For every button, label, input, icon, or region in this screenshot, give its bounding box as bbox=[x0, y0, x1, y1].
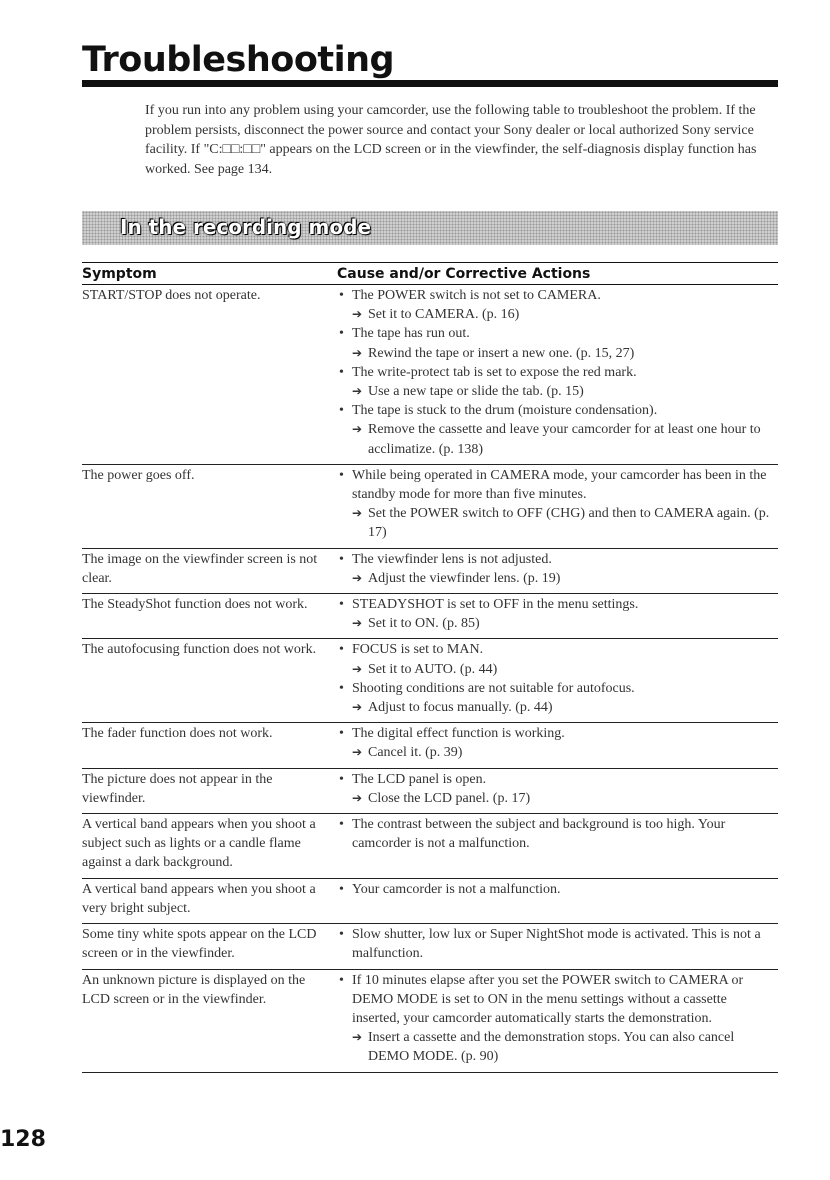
intro-paragraph: If you run into any problem using your camcorder, use the following table to troubleshoot the problem. If the problem persists, disconnect the power source and contact your Sony dealer or local authorized Sony service facility. If "C:□□:□□" appears on the LCD screen or in the viewfinder, the self-diagnosis display function has worked. See page 134. bbox=[145, 103, 757, 177]
bullet-dot: • bbox=[339, 403, 344, 419]
bullet-dot: • bbox=[339, 771, 344, 787]
cause-item bbox=[337, 815, 778, 853]
cause-item bbox=[337, 466, 778, 504]
cause-cell bbox=[337, 595, 778, 633]
cause-text: The tape is stuck to the drum (moisture condensation). bbox=[352, 403, 658, 419]
arrow-right-icon: ➔ bbox=[352, 506, 363, 521]
cause-text: STEADYSHOT is set to OFF in the menu settings. bbox=[352, 597, 639, 613]
cause-item bbox=[337, 724, 778, 743]
cause-item bbox=[337, 363, 778, 382]
cause-item bbox=[337, 550, 778, 569]
cause-cell bbox=[337, 971, 778, 1067]
corrective-action bbox=[337, 660, 778, 679]
page-title: Troubleshooting bbox=[82, 40, 395, 80]
symptom-cell: A vertical band appears when you shoot a very bright subject. bbox=[82, 881, 316, 916]
title-rule bbox=[82, 80, 778, 87]
symptom-cell: START/STOP does not operate. bbox=[82, 288, 261, 303]
action-text: Use a new tape or slide the tab. (p. 15) bbox=[368, 384, 584, 400]
cause-text: The LCD panel is open. bbox=[352, 771, 487, 787]
corrective-action bbox=[337, 305, 778, 324]
symptom-cell: An unknown picture is displayed on the LCD screen or in the viewfinder. bbox=[82, 972, 306, 1007]
cause-cell bbox=[337, 770, 778, 808]
table-row bbox=[82, 879, 778, 924]
corrective-action bbox=[337, 698, 778, 717]
bullet-dot: • bbox=[339, 326, 344, 342]
bullet-dot: • bbox=[339, 881, 344, 897]
action-text: Close the LCD panel. (p. 17) bbox=[368, 790, 531, 806]
table-row bbox=[82, 723, 778, 768]
bullet-dot: • bbox=[339, 597, 344, 613]
cause-text: Your camcorder is not a malfunction. bbox=[352, 881, 561, 897]
corrective-action bbox=[337, 1028, 778, 1066]
cause-item bbox=[337, 925, 778, 963]
header-cause: Cause and/or Corrective Actions bbox=[337, 265, 591, 282]
corrective-action bbox=[337, 420, 778, 458]
bullet-dot: • bbox=[339, 927, 344, 943]
bullet-dot: • bbox=[339, 972, 344, 988]
bullet-dot: • bbox=[339, 726, 344, 742]
arrow-right-icon: ➔ bbox=[352, 422, 363, 437]
symptom-cell: A vertical band appears when you shoot a subject such as lights or a candle flame against a dark background. bbox=[82, 817, 316, 871]
table-row bbox=[82, 285, 778, 465]
corrective-action bbox=[337, 789, 778, 808]
cause-item bbox=[337, 679, 778, 698]
cause-cell bbox=[337, 925, 778, 963]
action-text: Set the POWER switch to OFF (CHG) and then to CAMERA again. (p. 17) bbox=[368, 506, 770, 541]
symptom-cell: The power goes off. bbox=[82, 467, 195, 483]
table-row bbox=[82, 814, 778, 879]
cause-text: Shooting conditions are not suitable for autofocus. bbox=[352, 680, 635, 696]
bullet-dot: • bbox=[339, 642, 344, 658]
arrow-right-icon: ➔ bbox=[352, 790, 363, 805]
cause-item bbox=[337, 770, 778, 789]
corrective-action bbox=[337, 344, 778, 363]
cause-text: Slow shutter, low lux or Super NightShot mode is activated. This is not a malfunction. bbox=[352, 927, 761, 962]
table-row bbox=[82, 594, 778, 639]
cause-cell bbox=[337, 286, 778, 459]
action-text: Rewind the tape or insert a new one. (p. 15, 27) bbox=[368, 345, 635, 361]
cause-cell bbox=[337, 880, 778, 918]
cause-item bbox=[337, 640, 778, 659]
cause-cell bbox=[337, 550, 778, 588]
cause-text: The digital effect function is working. bbox=[352, 726, 565, 742]
cause-text: The contrast between the subject and background is too high. Your camcorder is not a malfunction. bbox=[352, 817, 726, 852]
action-text: Set it to AUTO. (p. 44) bbox=[368, 661, 498, 677]
cause-text: FOCUS is set to MAN. bbox=[352, 642, 484, 658]
action-text: Remove the cassette and leave your camcorder for at least one hour to acclimatize. (p. 138) bbox=[368, 422, 761, 457]
arrow-right-icon: ➔ bbox=[352, 570, 363, 585]
arrow-right-icon: ➔ bbox=[352, 745, 363, 760]
action-text: Adjust to focus manually. (p. 44) bbox=[368, 700, 553, 716]
cause-cell bbox=[337, 466, 778, 543]
table-row bbox=[82, 924, 778, 969]
corrective-action bbox=[337, 504, 778, 542]
cause-cell bbox=[337, 724, 778, 762]
table-row bbox=[82, 549, 778, 594]
arrow-right-icon: ➔ bbox=[352, 345, 363, 360]
table-row bbox=[82, 465, 778, 549]
corrective-action bbox=[337, 614, 778, 633]
bullet-dot: • bbox=[339, 551, 344, 567]
cause-item bbox=[337, 401, 778, 420]
corrective-action bbox=[337, 569, 778, 588]
symptom-cell: The picture does not appear in the viewfinder. bbox=[82, 771, 273, 806]
symptom-cell: Some tiny white spots appear on the LCD screen or in the viewfinder. bbox=[82, 927, 317, 962]
table-body bbox=[82, 285, 778, 1073]
cause-text: The tape has run out. bbox=[352, 326, 470, 342]
cause-item bbox=[337, 971, 778, 1029]
action-text: Cancel it. (p. 39) bbox=[368, 745, 463, 761]
cause-text: The write-protect tab is set to expose the red mark. bbox=[352, 364, 637, 380]
bullet-dot: • bbox=[339, 467, 344, 483]
cause-item bbox=[337, 880, 778, 899]
arrow-right-icon: ➔ bbox=[352, 1030, 363, 1045]
arrow-right-icon: ➔ bbox=[352, 661, 363, 676]
arrow-right-icon: ➔ bbox=[352, 307, 363, 322]
bullet-dot: • bbox=[339, 817, 344, 833]
symptom-cell: The fader function does not work. bbox=[82, 726, 273, 742]
arrow-right-icon: ➔ bbox=[352, 700, 363, 715]
header-symptom: Symptom bbox=[82, 265, 157, 282]
action-text: Set it to CAMERA. (p. 16) bbox=[368, 307, 520, 323]
symptom-cell: The image on the viewfinder screen is not clear. bbox=[82, 551, 318, 586]
section-title: In the recording mode bbox=[120, 215, 372, 239]
symptom-cell: The SteadyShot function does not work. bbox=[82, 597, 308, 613]
cause-item bbox=[337, 324, 778, 343]
cause-item bbox=[337, 286, 778, 305]
cause-item bbox=[337, 595, 778, 614]
troubleshooting-table bbox=[82, 262, 778, 1073]
table-header bbox=[82, 263, 778, 285]
symptom-cell: The autofocusing function does not work. bbox=[82, 642, 317, 658]
corrective-action bbox=[337, 743, 778, 762]
cause-text: While being operated in CAMERA mode, your camcorder has been in the standby mode for more than five minutes. bbox=[352, 467, 767, 503]
cause-text: The POWER switch is not set to CAMERA. bbox=[352, 288, 601, 303]
arrow-right-icon: ➔ bbox=[352, 616, 363, 631]
table-row bbox=[82, 970, 778, 1073]
table-row bbox=[82, 639, 778, 723]
bullet-dot: • bbox=[339, 364, 344, 380]
bullet-dot: • bbox=[339, 680, 344, 696]
arrow-right-icon: ➔ bbox=[352, 384, 363, 399]
action-text: Adjust the viewfinder lens. (p. 19) bbox=[368, 570, 561, 586]
table-row bbox=[82, 769, 778, 814]
action-text: Set it to ON. (p. 85) bbox=[368, 616, 480, 632]
corrective-action bbox=[337, 382, 778, 401]
action-text: Insert a cassette and the demonstration stops. You can also cancel DEMO MODE. (p. 90) bbox=[368, 1030, 735, 1065]
cause-cell bbox=[337, 815, 778, 873]
cause-cell bbox=[337, 640, 778, 717]
bullet-dot: • bbox=[339, 288, 344, 303]
cause-text: The viewfinder lens is not adjusted. bbox=[352, 551, 552, 567]
page-number: 128 bbox=[0, 1127, 46, 1152]
cause-text: If 10 minutes elapse after you set the POWER switch to CAMERA or DEMO MODE is set to ON in the menu settings without a cassette inserted, your camcorder automatically starts the demonstration. bbox=[352, 972, 744, 1026]
